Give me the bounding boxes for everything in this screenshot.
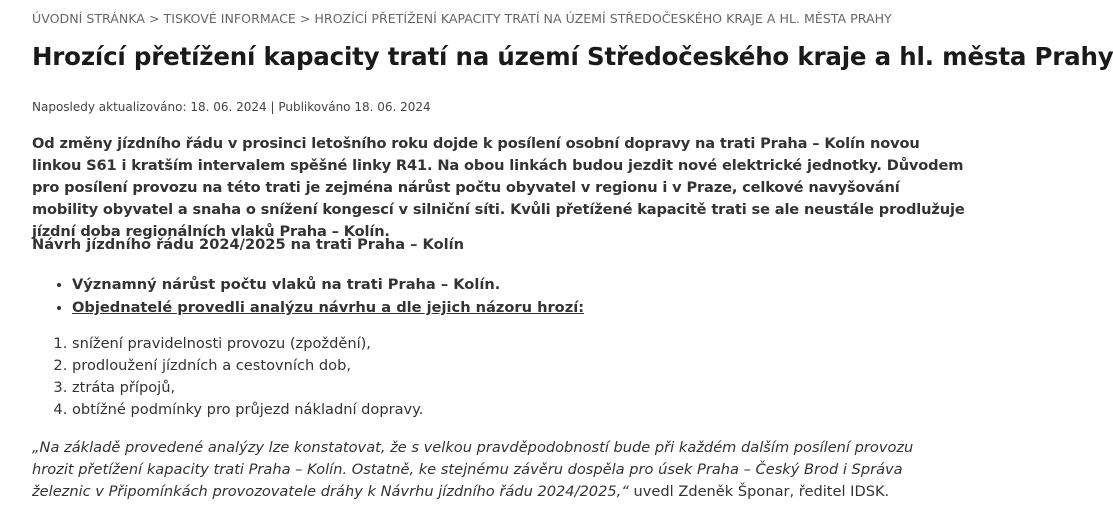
list-item: 2. prodloužení jízdních a cestovních dob, xyxy=(72,355,423,377)
list-item: 3. ztráta přípojů, xyxy=(72,377,423,399)
quote-text: „Na základě provedené analýzy lze konstatovat, že s velkou pravděpodobností bude při každém dalším posílení provozu hrozit přetížení kapacity trati Praha – Kolín. Ostatně, ke stejnému závěru dospěla pro úsek Praha – Český Brod i Správa železnic v Připomínkách provozovatele dráhy k Návrhu jízdního řádu 2024/2025,“ xyxy=(32,439,914,500)
article-quote xyxy=(32,437,932,503)
breadcrumb-section-link[interactable]: TISKOVÉ INFORMACE xyxy=(163,11,296,26)
breadcrumb-separator: > xyxy=(299,11,311,26)
article-meta: Naposledy aktualizováno: 18. 06. 2024 | Publikováno 18. 06. 2024 xyxy=(32,100,431,114)
list-item: 4. obtížné podmínky pro průjezd nákladní dopravy. xyxy=(72,399,423,421)
article-lead: Od změny jízdního řádu v prosinci letošního roku dojde k posílení osobní dopravy na trati Praha – Kolín novou linkou S61 i kratším intervalem spěšné linky R41. Na obou linkách budou jezdit nové elektrické jednotky. Důvodem pro posílení provozu na této trati je zejména nárůst počtu obyvatel v regionu i v Praze, celkové navyšování mobility obyvatel a snaha o snížení kongescí v silniční síti. Kvůli přetížené kapacitě trati se ale neustále prodlužuje jízdní doba regionálních vlaků Praha – Kolín. xyxy=(32,135,965,240)
list-item xyxy=(72,296,584,319)
bullet-list xyxy=(32,273,584,319)
numbered-list xyxy=(32,333,423,421)
article-subheading: Návrh jízdního řádu 2024/2025 na trati Praha – Kolín xyxy=(32,236,464,253)
list-item: 1. snížení pravidelnosti provozu (zpoždění), xyxy=(72,333,423,355)
page-title: Hrozící přetížení kapacity tratí na území Středočeského kraje a hl. města Prahy xyxy=(32,42,1113,71)
list-item: • Významný nárůst počtu vlaků na trati Praha – Kolín. xyxy=(72,273,584,296)
quote-attribution: uvedl Zdeněk Šponar, ředitel IDSK. xyxy=(628,483,890,500)
breadcrumb-home-link[interactable]: ÚVODNÍ STRÁNKA xyxy=(32,11,145,26)
underlined-text: Objednatelé provedli analýzu návrhu a dle jejich názoru hrozí: xyxy=(72,299,585,316)
breadcrumb-current: HROZÍCÍ PŘETÍŽENÍ KAPACITY TRATÍ NA ÚZEMÍ STŘEDOČESKÉHO KRAJE A HL. MĚSTA PRAHY xyxy=(314,11,892,26)
breadcrumb xyxy=(32,11,892,26)
breadcrumb-separator: > xyxy=(148,11,160,26)
